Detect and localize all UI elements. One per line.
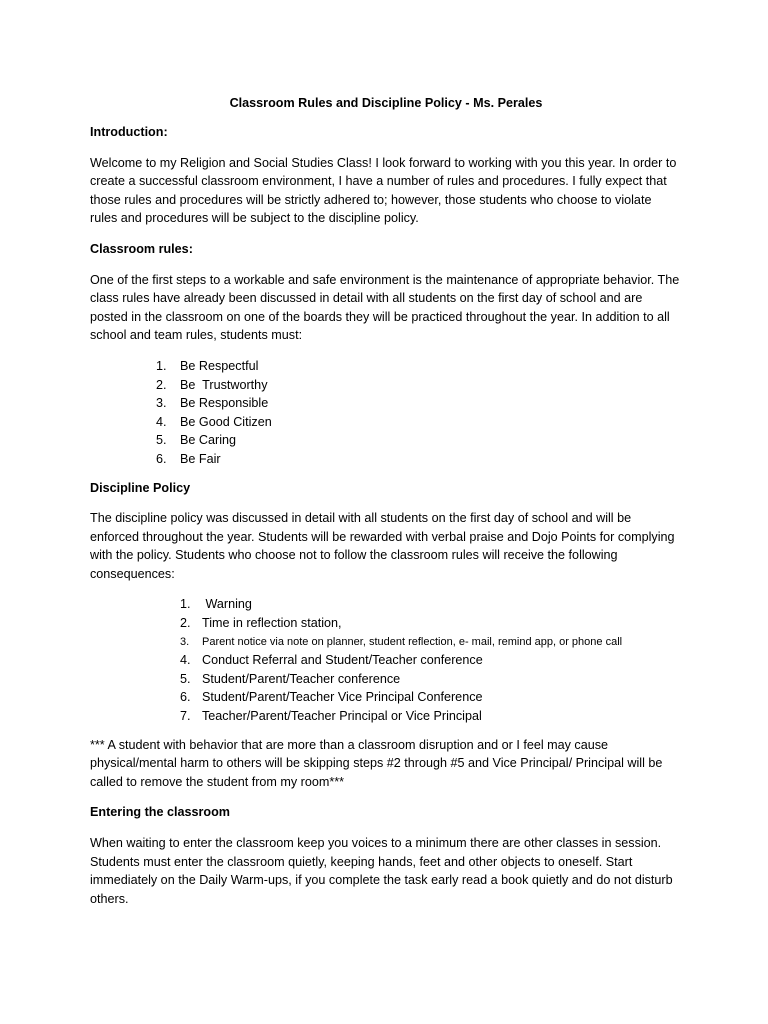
rule-item: [90, 394, 682, 413]
consequences-list: [90, 595, 682, 725]
rule-item: [90, 376, 682, 395]
discipline-policy-paragraph: The discipline policy was discussed in detail with all students on the first day of school and will be enforced throughout the year. Students will be rewarded with verbal praise and Dojo Points for complying with the policy. Students who choose not to follow the classroom rules will receive the following consequences:: [90, 511, 675, 581]
rule-item: [90, 450, 682, 469]
entering-classroom-paragraph: When waiting to enter the classroom keep you voices to a minimum there are other classes in session. Students must enter the classroom quietly, keeping hands, feet and other objects to oneself. Start immediately on the Daily Warm-ups, if you complete the task early read a book quietly and do not disturb others.: [90, 836, 673, 906]
consequence-number: 1.: [180, 597, 191, 612]
document-title: Classroom Rules and Discipline Policy - Ms. Perales: [229, 96, 543, 110]
document-page: [90, 94, 682, 920]
consequence-number: 2.: [180, 616, 191, 631]
classroom-rules-list: [90, 357, 682, 469]
consequence-item: [90, 670, 682, 689]
entering-classroom-heading: Entering the classroom: [90, 805, 230, 820]
consequence-item: [90, 633, 682, 652]
consequence-text: Time in reflection station,: [202, 616, 342, 631]
rule-number: 6.: [156, 451, 167, 466]
consequence-item: [90, 688, 682, 707]
consequence-text: Student/Parent/Teacher Vice Principal Conference: [202, 690, 483, 705]
rule-text: Be Trustworthy: [180, 377, 268, 392]
consequence-text: Conduct Referral and Student/Teacher conference: [202, 653, 483, 668]
consequence-number: 4.: [180, 653, 191, 668]
rule-text: Be Responsible: [180, 396, 269, 411]
discipline-policy-heading: Discipline Policy: [90, 480, 191, 495]
consequence-number: 7.: [180, 709, 191, 724]
rule-text: Be Respectful: [180, 358, 259, 373]
consequence-text: Student/Parent/Teacher conference: [202, 671, 401, 686]
consequence-text: Parent notice via note on planner, student reflection, e- mail, remind app, or phone call: [202, 635, 623, 648]
rule-number: 2.: [156, 377, 167, 392]
consequence-item: [90, 614, 682, 633]
consequence-number: 3.: [180, 635, 190, 648]
rule-text: Be Good Citizen: [180, 414, 272, 429]
rule-item: [90, 413, 682, 432]
rule-number: 1.: [156, 358, 167, 373]
introduction-paragraph: Welcome to my Religion and Social Studies Class! I look forward to working with you this year. In order to create a successful classroom environment, I have a number of rules and procedures. I fully expect that those rules and procedures will be strictly adhered to; however, those students who choose to violate rules and procedures will be subject to the discipline policy.: [90, 155, 677, 226]
rule-number: 4.: [156, 414, 167, 429]
rule-number: 5.: [156, 433, 167, 448]
discipline-note-paragraph: *** A student with behavior that are more than a classroom disruption and or I feel may cause physical/mental harm to others will be skipping steps #2 through #5 and Vice Principal/ Principal will be called to remove the student from my room***: [90, 737, 663, 789]
classroom-rules-heading: Classroom rules:: [90, 241, 193, 256]
rule-item: [90, 431, 682, 450]
consequence-number: 5.: [180, 671, 191, 686]
consequence-item: [90, 707, 682, 726]
consequence-item: [90, 595, 682, 614]
consequence-number: 6.: [180, 690, 191, 705]
rule-text: Be Fair: [180, 451, 221, 466]
rule-item: [90, 357, 682, 376]
consequence-text: Teacher/Parent/Teacher Principal or Vice Principal: [202, 709, 482, 724]
consequence-item: [90, 651, 682, 670]
rule-text: Be Caring: [180, 433, 237, 448]
introduction-heading: Introduction:: [90, 125, 168, 139]
classroom-rules-paragraph: One of the first steps to a workable and safe environment is the maintenance of appropriate behavior. The class rules have already been discussed in detail with all students on the first day of school and are posted in the classroom on one of the boards they will be practiced throughout the year. In addition to all school and team rules, students must:: [90, 272, 680, 343]
consequence-text: Warning: [202, 597, 252, 612]
rule-number: 3.: [156, 396, 167, 411]
